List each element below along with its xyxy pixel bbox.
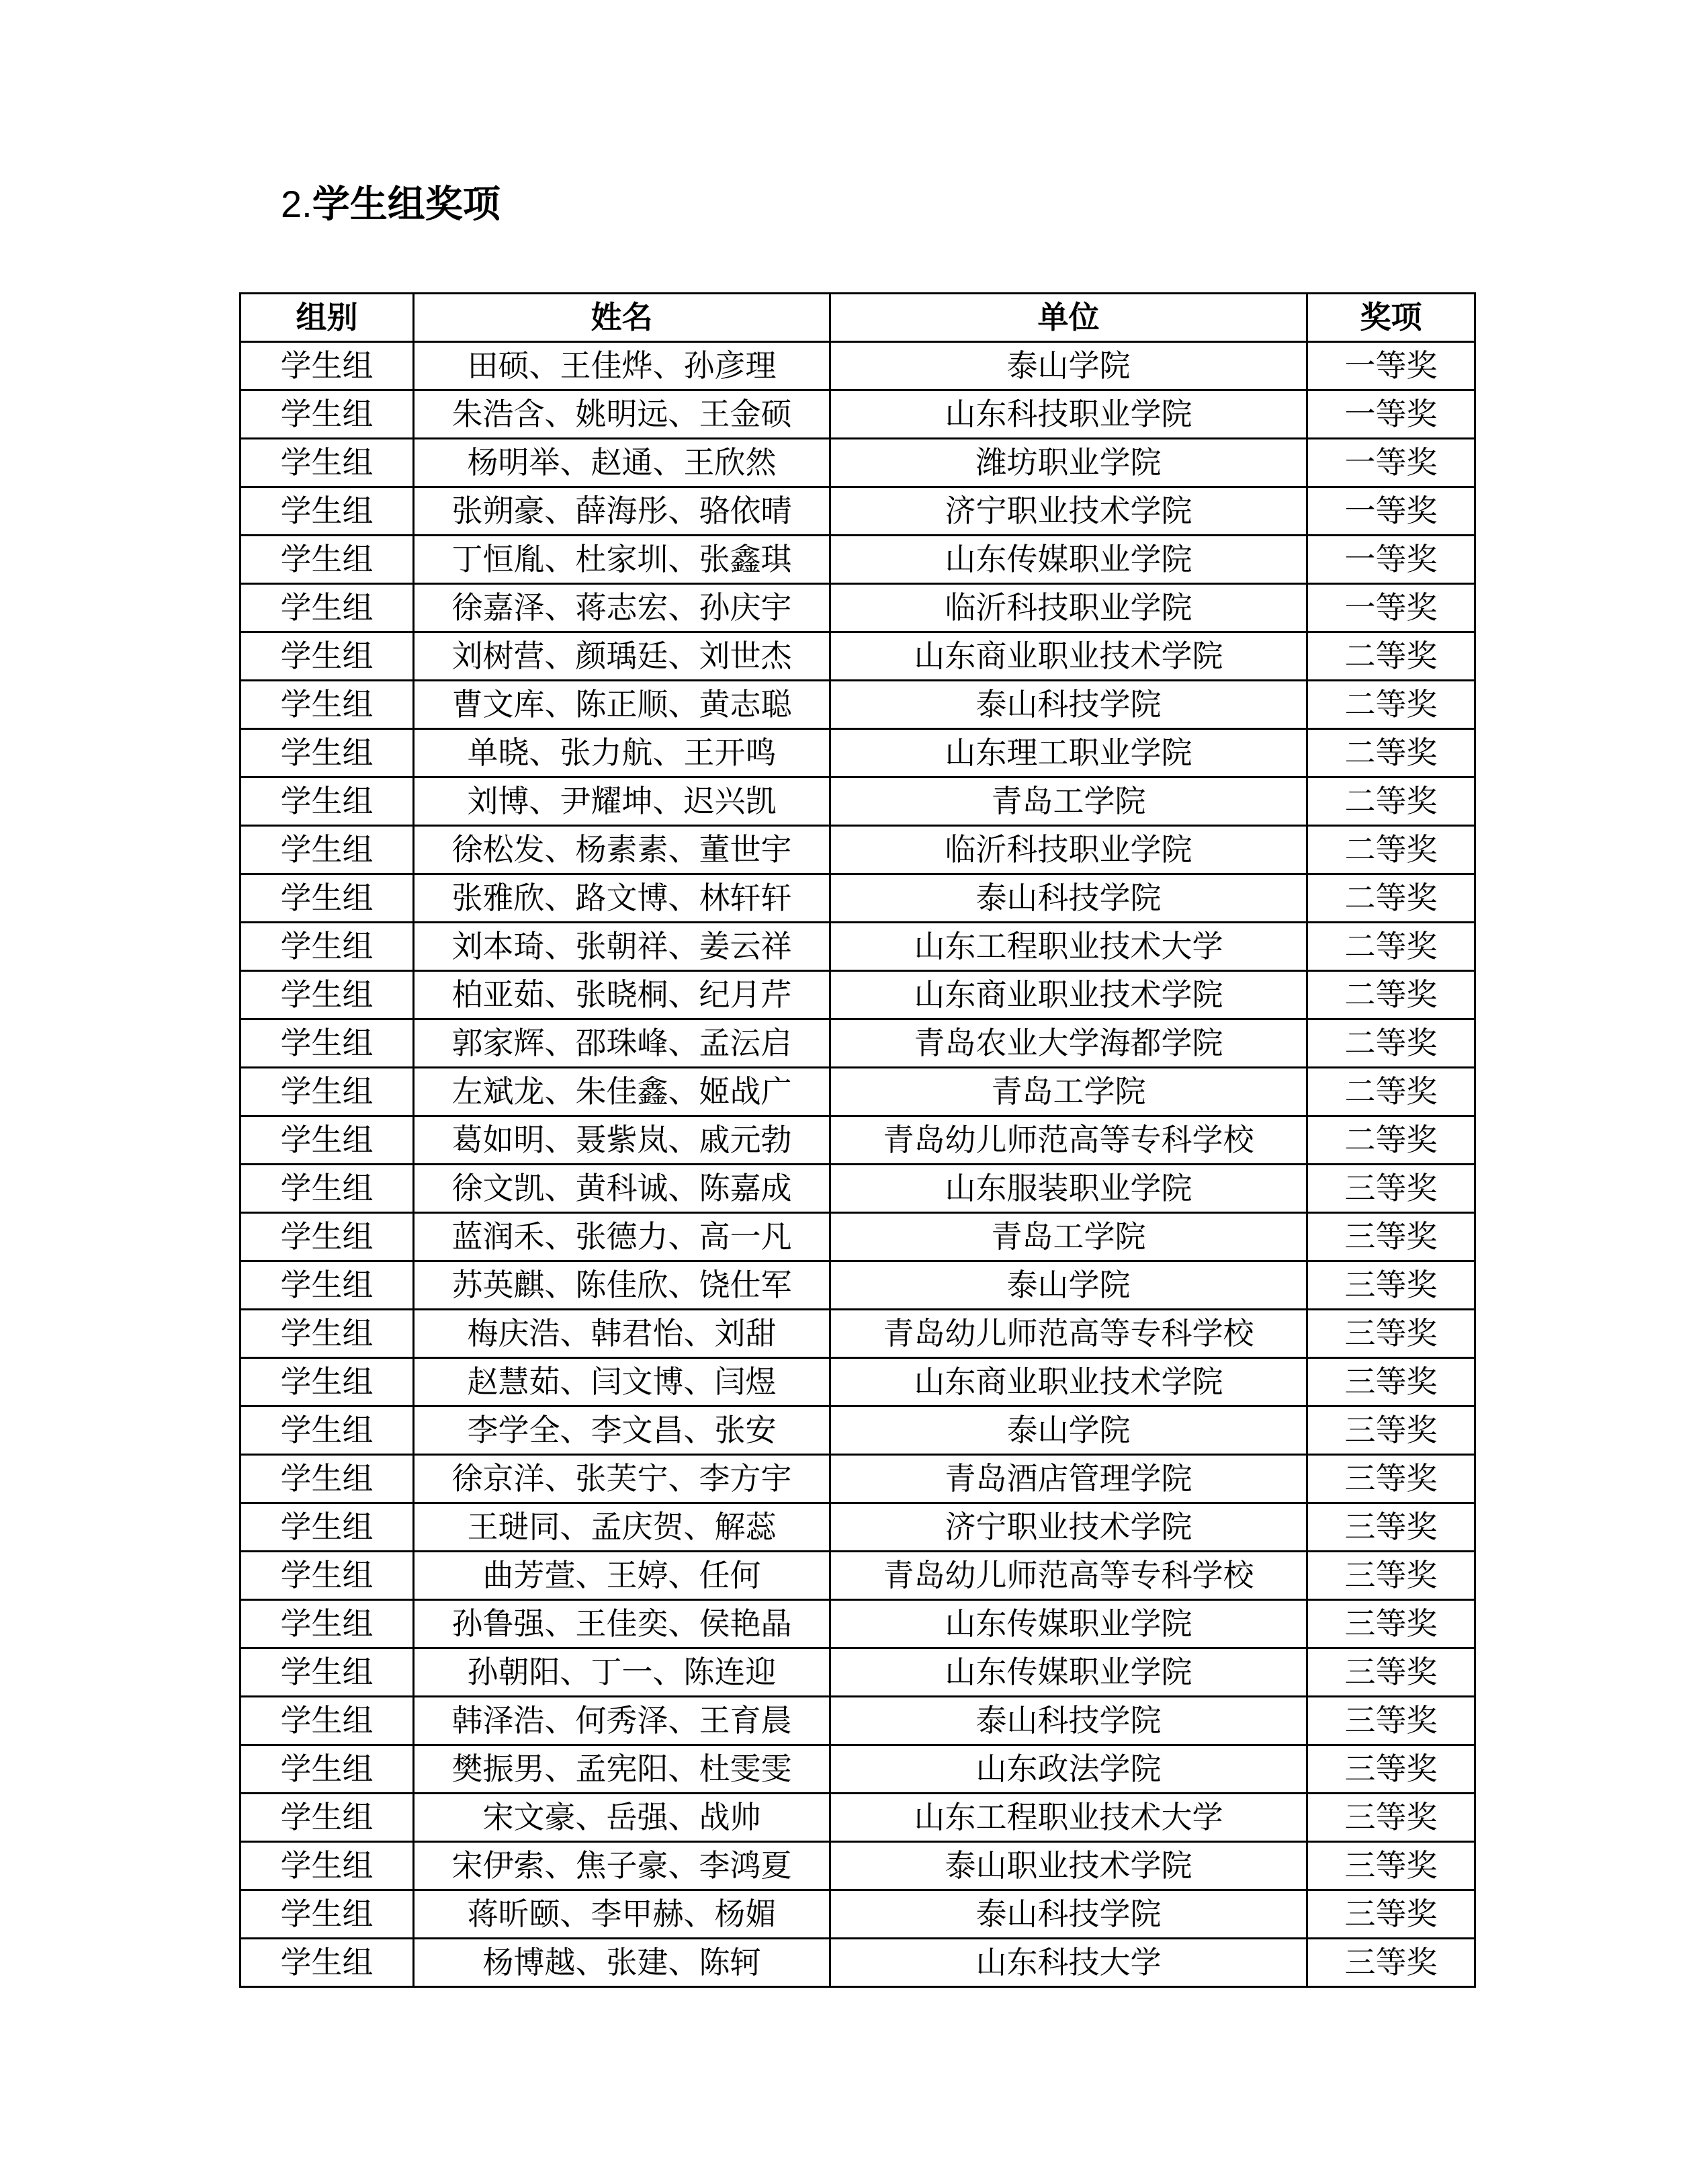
cell-unit: 山东政法学院 — [830, 1745, 1307, 1794]
cell-names: 丁恒胤、杜家圳、张鑫琪 — [414, 536, 830, 584]
cell-award: 二等奖 — [1307, 874, 1475, 923]
table-row — [241, 390, 1475, 439]
cell-group: 学生组 — [241, 342, 414, 390]
cell-names: 宋伊索、焦子豪、李鸿夏 — [414, 1842, 830, 1890]
cell-award: 一等奖 — [1307, 584, 1475, 632]
table-row — [241, 632, 1475, 681]
header-names: 姓名 — [414, 294, 830, 342]
cell-group: 学生组 — [241, 1406, 414, 1455]
cell-names: 杨博越、张建、陈轲 — [414, 1939, 830, 1987]
cell-names: 田硕、王佳烨、孙彦理 — [414, 342, 830, 390]
cell-names: 李学全、李文昌、张安 — [414, 1406, 830, 1455]
cell-award: 二等奖 — [1307, 1116, 1475, 1165]
cell-group: 学生组 — [241, 1358, 414, 1406]
section-number: 2. — [281, 183, 312, 225]
table-row — [241, 923, 1475, 971]
cell-unit: 泰山科技学院 — [830, 1697, 1307, 1745]
cell-unit: 山东商业职业技术学院 — [830, 971, 1307, 1019]
cell-award: 三等奖 — [1307, 1406, 1475, 1455]
cell-award: 三等奖 — [1307, 1745, 1475, 1794]
table-row — [241, 1648, 1475, 1697]
table-row — [241, 778, 1475, 826]
cell-award: 一等奖 — [1307, 487, 1475, 536]
cell-award: 三等奖 — [1307, 1358, 1475, 1406]
cell-group: 学生组 — [241, 1648, 414, 1697]
table-row — [241, 1455, 1475, 1503]
cell-group: 学生组 — [241, 390, 414, 439]
cell-award: 一等奖 — [1307, 342, 1475, 390]
table-row — [241, 1165, 1475, 1213]
cell-group: 学生组 — [241, 487, 414, 536]
cell-award: 三等奖 — [1307, 1890, 1475, 1939]
table-row — [241, 1503, 1475, 1552]
cell-group: 学生组 — [241, 1213, 414, 1261]
table-row — [241, 874, 1475, 923]
cell-award: 三等奖 — [1307, 1842, 1475, 1890]
cell-unit: 济宁职业技术学院 — [830, 487, 1307, 536]
cell-group: 学生组 — [241, 1116, 414, 1165]
cell-award: 二等奖 — [1307, 632, 1475, 681]
cell-unit: 青岛幼儿师范高等专科学校 — [830, 1310, 1307, 1358]
table-row — [241, 1697, 1475, 1745]
cell-award: 三等奖 — [1307, 1648, 1475, 1697]
table-row — [241, 1261, 1475, 1310]
table-row — [241, 584, 1475, 632]
cell-award: 一等奖 — [1307, 439, 1475, 487]
cell-group: 学生组 — [241, 584, 414, 632]
cell-group: 学生组 — [241, 1019, 414, 1068]
cell-unit: 泰山学院 — [830, 1261, 1307, 1310]
cell-unit: 山东商业职业技术学院 — [830, 632, 1307, 681]
table-row — [241, 1019, 1475, 1068]
cell-unit: 青岛幼儿师范高等专科学校 — [830, 1116, 1307, 1165]
cell-group: 学生组 — [241, 1068, 414, 1116]
cell-names: 孙朝阳、丁一、陈连迎 — [414, 1648, 830, 1697]
cell-group: 学生组 — [241, 1939, 414, 1987]
cell-unit: 青岛工学院 — [830, 1213, 1307, 1261]
cell-award: 三等奖 — [1307, 1213, 1475, 1261]
table-row — [241, 971, 1475, 1019]
cell-names: 徐嘉泽、蒋志宏、孙庆宇 — [414, 584, 830, 632]
cell-names: 葛如明、聂紫岚、戚元勃 — [414, 1116, 830, 1165]
header-award: 奖项 — [1307, 294, 1475, 342]
cell-unit: 山东传媒职业学院 — [830, 1648, 1307, 1697]
cell-names: 刘树营、颜瑀廷、刘世杰 — [414, 632, 830, 681]
cell-group: 学生组 — [241, 1697, 414, 1745]
cell-award: 二等奖 — [1307, 923, 1475, 971]
cell-award: 三等奖 — [1307, 1794, 1475, 1842]
cell-unit: 青岛工学院 — [830, 1068, 1307, 1116]
cell-unit: 泰山学院 — [830, 1406, 1307, 1455]
table-row — [241, 1600, 1475, 1648]
cell-names: 苏英麒、陈佳欣、饶仕军 — [414, 1261, 830, 1310]
cell-award: 三等奖 — [1307, 1697, 1475, 1745]
cell-group: 学生组 — [241, 1261, 414, 1310]
cell-names: 曲芳萱、王婷、任何 — [414, 1552, 830, 1600]
header-unit: 单位 — [830, 294, 1307, 342]
cell-unit: 济宁职业技术学院 — [830, 1503, 1307, 1552]
cell-names: 孙鲁强、王佳奕、侯艳晶 — [414, 1600, 830, 1648]
table-row — [241, 487, 1475, 536]
cell-names: 宋文豪、岳强、战帅 — [414, 1794, 830, 1842]
header-row — [241, 294, 1475, 342]
cell-group: 学生组 — [241, 1842, 414, 1890]
awards-table — [239, 292, 1476, 1988]
table-row — [241, 1068, 1475, 1116]
cell-unit: 山东传媒职业学院 — [830, 1600, 1307, 1648]
cell-names: 樊振男、孟宪阳、杜雯雯 — [414, 1745, 830, 1794]
cell-names: 张雅欣、路文博、林轩轩 — [414, 874, 830, 923]
cell-award: 三等奖 — [1307, 1455, 1475, 1503]
cell-group: 学生组 — [241, 1310, 414, 1358]
cell-names: 蒋昕颐、李甲赫、杨媚 — [414, 1890, 830, 1939]
cell-unit: 山东科技职业学院 — [830, 390, 1307, 439]
cell-award: 三等奖 — [1307, 1310, 1475, 1358]
table-header — [241, 294, 1475, 342]
cell-unit: 青岛酒店管理学院 — [830, 1455, 1307, 1503]
table-row — [241, 1842, 1475, 1890]
cell-names: 张朔豪、薛海彤、骆依晴 — [414, 487, 830, 536]
table-row — [241, 342, 1475, 390]
cell-unit: 潍坊职业学院 — [830, 439, 1307, 487]
cell-unit: 山东服装职业学院 — [830, 1165, 1307, 1213]
table-row — [241, 826, 1475, 874]
table-row — [241, 1213, 1475, 1261]
cell-names: 柏亚茹、张晓桐、纪月芹 — [414, 971, 830, 1019]
cell-award: 二等奖 — [1307, 1019, 1475, 1068]
cell-group: 学生组 — [241, 1455, 414, 1503]
cell-names: 梅庆浩、韩君怡、刘甜 — [414, 1310, 830, 1358]
cell-group: 学生组 — [241, 1794, 414, 1842]
table-row — [241, 439, 1475, 487]
cell-group: 学生组 — [241, 536, 414, 584]
cell-award: 二等奖 — [1307, 971, 1475, 1019]
cell-unit: 青岛农业大学海都学院 — [830, 1019, 1307, 1068]
cell-names: 杨明举、赵通、王欣然 — [414, 439, 830, 487]
cell-names: 曹文库、陈正顺、黄志聪 — [414, 681, 830, 729]
table-row — [241, 1939, 1475, 1987]
cell-names: 刘本琦、张朝祥、姜云祥 — [414, 923, 830, 971]
cell-award: 三等奖 — [1307, 1552, 1475, 1600]
cell-award: 三等奖 — [1307, 1261, 1475, 1310]
cell-group: 学生组 — [241, 971, 414, 1019]
cell-unit: 泰山职业技术学院 — [830, 1842, 1307, 1890]
cell-names: 郭家辉、邵珠峰、孟沄启 — [414, 1019, 830, 1068]
cell-unit: 山东商业职业技术学院 — [830, 1358, 1307, 1406]
cell-award: 二等奖 — [1307, 826, 1475, 874]
cell-unit: 山东科技大学 — [830, 1939, 1307, 1987]
cell-group: 学生组 — [241, 439, 414, 487]
table-row — [241, 681, 1475, 729]
cell-unit: 泰山科技学院 — [830, 874, 1307, 923]
table-row — [241, 1116, 1475, 1165]
cell-unit: 泰山学院 — [830, 342, 1307, 390]
section-title — [281, 177, 500, 231]
cell-unit: 山东传媒职业学院 — [830, 536, 1307, 584]
header-group: 组别 — [241, 294, 414, 342]
cell-award: 二等奖 — [1307, 681, 1475, 729]
cell-group: 学生组 — [241, 681, 414, 729]
cell-names: 刘博、尹耀坤、迟兴凯 — [414, 778, 830, 826]
cell-award: 三等奖 — [1307, 1939, 1475, 1987]
cell-names: 左斌龙、朱佳鑫、姬战广 — [414, 1068, 830, 1116]
cell-group: 学生组 — [241, 729, 414, 778]
cell-names: 朱浩含、姚明远、王金硕 — [414, 390, 830, 439]
cell-group: 学生组 — [241, 1600, 414, 1648]
cell-group: 学生组 — [241, 923, 414, 971]
cell-names: 徐松发、杨素素、董世宇 — [414, 826, 830, 874]
section-heading: 学生组奖项 — [312, 183, 500, 226]
cell-unit: 泰山科技学院 — [830, 1890, 1307, 1939]
cell-group: 学生组 — [241, 632, 414, 681]
cell-award: 一等奖 — [1307, 390, 1475, 439]
table-row — [241, 1406, 1475, 1455]
table-row — [241, 536, 1475, 584]
cell-unit: 青岛工学院 — [830, 778, 1307, 826]
cell-unit: 泰山科技学院 — [830, 681, 1307, 729]
table-row — [241, 1794, 1475, 1842]
cell-unit: 山东理工职业学院 — [830, 729, 1307, 778]
cell-unit: 山东工程职业技术大学 — [830, 923, 1307, 971]
cell-group: 学生组 — [241, 778, 414, 826]
cell-names: 王琎同、孟庆贺、解蕊 — [414, 1503, 830, 1552]
cell-award: 三等奖 — [1307, 1165, 1475, 1213]
cell-award: 三等奖 — [1307, 1503, 1475, 1552]
cell-award: 一等奖 — [1307, 536, 1475, 584]
table-row — [241, 1745, 1475, 1794]
cell-group: 学生组 — [241, 1890, 414, 1939]
cell-group: 学生组 — [241, 826, 414, 874]
cell-group: 学生组 — [241, 1745, 414, 1794]
cell-group: 学生组 — [241, 1165, 414, 1213]
cell-award: 三等奖 — [1307, 1600, 1475, 1648]
cell-unit: 山东工程职业技术大学 — [830, 1794, 1307, 1842]
table-body — [241, 342, 1475, 1987]
cell-names: 蓝润禾、张德力、高一凡 — [414, 1213, 830, 1261]
cell-award: 二等奖 — [1307, 778, 1475, 826]
cell-group: 学生组 — [241, 1503, 414, 1552]
cell-unit: 青岛幼儿师范高等专科学校 — [830, 1552, 1307, 1600]
table-row — [241, 1358, 1475, 1406]
table-row — [241, 729, 1475, 778]
cell-names: 单晓、张力航、王开鸣 — [414, 729, 830, 778]
cell-award: 二等奖 — [1307, 729, 1475, 778]
cell-group: 学生组 — [241, 874, 414, 923]
cell-names: 徐京洋、张芙宁、李方宇 — [414, 1455, 830, 1503]
table-row — [241, 1552, 1475, 1600]
cell-names: 韩泽浩、何秀泽、王育晨 — [414, 1697, 830, 1745]
cell-award: 二等奖 — [1307, 1068, 1475, 1116]
cell-unit: 临沂科技职业学院 — [830, 584, 1307, 632]
cell-unit: 临沂科技职业学院 — [830, 826, 1307, 874]
cell-names: 徐文凯、黄科诚、陈嘉成 — [414, 1165, 830, 1213]
cell-names: 赵慧茹、闫文博、闫煜 — [414, 1358, 830, 1406]
table-row — [241, 1310, 1475, 1358]
cell-group: 学生组 — [241, 1552, 414, 1600]
table-row — [241, 1890, 1475, 1939]
